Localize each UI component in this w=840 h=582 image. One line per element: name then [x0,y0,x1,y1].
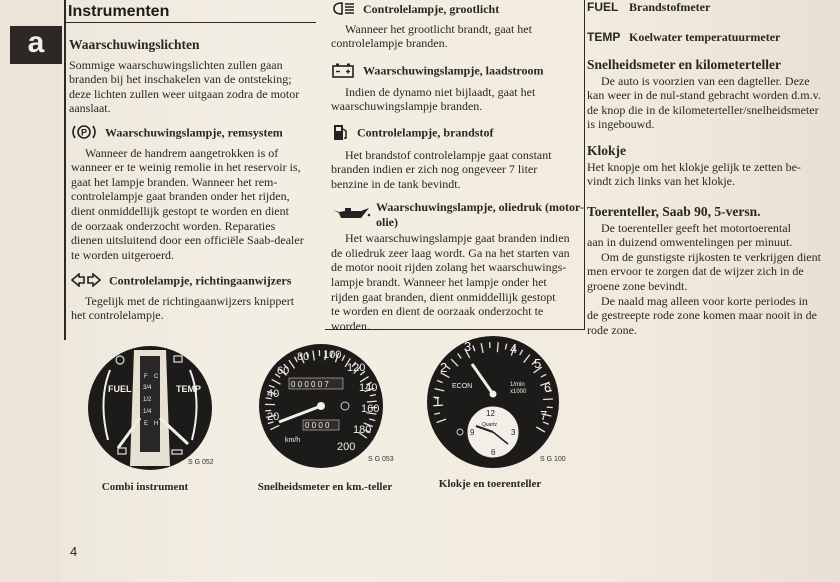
col2-section-charging [331,62,586,114]
fuel-tick-label: 3/4 [143,385,152,391]
legend-label: Brandstofmeter [629,0,711,14]
text-line: Het waarschuwingslampje gaat branden indien [345,231,570,246]
text-line: het controlelampje. [71,308,164,323]
legend-key: FUEL [587,0,619,14]
rpm-scale-label: 2 [440,360,448,375]
section-body [331,231,586,333]
text-line: de knop die in de kilometerteller/snelheidsmeter [587,102,819,117]
temp-tick-label: H [154,421,159,427]
section-body [587,160,837,189]
section-body [71,294,321,323]
text-line: lampje brandt. Wanneer het lampje onder het [331,274,547,289]
page-title: Instrumenten [68,3,170,20]
oil-can-icon [331,206,371,226]
section-heading: Controlelampje, richtingaanwijzers [109,273,292,288]
text-line: Wanneer het grootlicht brandt, gaat het [345,21,532,36]
figure-caption: Klokje en toerenteller [438,478,542,490]
speed-scale-label: 60 [277,365,290,377]
rpm-scale-label: 4 [510,341,518,356]
section-heading: Controlelampje, grootlicht [363,2,500,17]
legend-row [587,30,837,45]
tachometer-clock-figure [420,334,566,474]
section-heading: Waarschuwingslampje, laadstroom [363,63,544,78]
col1-section-warning-lights [69,38,319,116]
figure-caption: Snelheidsmeter en km.-teller [257,481,393,493]
text-line: waarschuwingslampje branden. [331,99,483,114]
speedometer-figure [253,340,393,470]
section-body [331,22,586,51]
needle-hub [490,391,497,398]
svg-text:P: P [80,127,88,138]
text-line: aanslaat. [69,101,111,116]
temp-gauge-label: TEMP [176,384,202,394]
fuel-tick-label: F [144,374,148,380]
section-heading: Klokje [587,143,626,158]
section-body [331,85,586,114]
gauge-tick [367,401,377,402]
speed-scale-label: 160 [361,403,380,415]
section-body [69,58,319,116]
legend-row [587,0,837,15]
speed-scale-label: 80 [297,351,310,363]
section-heading-row [331,200,586,229]
col2-section-fuel [331,122,586,191]
high-beam-icon [331,2,355,19]
section-heading-row [71,124,321,144]
text-line: vindt zich links van het klokje. [587,174,735,189]
text-line: wanneer er te weinig remolie in het reservoir is, [71,160,301,175]
combi-instrument-figure [80,340,220,476]
section-body [71,146,321,263]
rpm-scale-label: 5 [534,356,542,371]
fuel-gauge-label: FUEL [108,384,132,394]
section-heading: Waarschuwingslampje, oliedruk (motor- [376,200,584,214]
section-heading-row [331,2,586,19]
section-heading-row [331,62,586,82]
clock-numeral: 12 [486,409,495,418]
speed-scale-label: 140 [359,382,378,394]
col2-section-oil [331,200,586,333]
temp-tick-label: C [154,374,159,380]
rpm-scale-label: 7 [540,408,548,423]
page-number: 4 [70,544,78,559]
rpm-scale-label: 1 [434,394,442,409]
legend-key: TEMP [587,29,621,44]
section-heading: Waarschuwingslichten [69,37,200,52]
text-line: worden. [331,318,370,333]
text-line: De naald mag alleen voor korte periodes in [601,293,808,308]
section-tab: a [10,26,62,64]
text-line: Sommige waarschuwingslichten zullen gaan [69,57,283,72]
text-line: Het brandstof controlelampje gaat constant [345,147,552,162]
text-line: benzine in de tank bevindt. [331,176,461,191]
text-line: branden indien er zich nog ongeveer 7 liter [331,162,538,177]
text-line: controlelampje branden. [331,36,448,51]
gauge-tick [547,407,553,408]
title-rule [66,22,316,23]
section-heading-row [71,273,321,291]
section-body [587,74,837,132]
econ-zone-label: ECON [452,383,473,390]
text-line: de oorzaak onderzocht worden. Reparaties [71,218,276,233]
fuel-tick-label: E [144,421,149,427]
col3-section-speedometer [587,58,837,132]
speed-scale-label: 20 [267,411,280,423]
section-body [331,148,586,192]
speed-scale-label: 200 [337,441,356,453]
text-line: te worden uitgeroerd. [71,247,174,262]
section-heading: Waarschuwingslampje, remsystem [105,125,283,140]
text-line: controlelampje gaat branden onder het rijden, [71,189,290,204]
left-margin [0,0,60,582]
brake-warning-icon [71,124,97,144]
text-line: Indien de dynamo niet bijlaadt, gaat het [345,84,536,99]
text-line: Om de gunstigste rijkosten te verkrijgen dient [601,249,821,264]
section-heading: olie) [376,214,398,229]
section-rule [64,0,66,340]
col3-section-tachometer [587,205,837,337]
figure-caption: Combi instrument [101,481,189,493]
rpm-unit-label: 1/min [510,382,525,388]
text-line: is ingebouwd. [587,117,655,132]
text-line: deze lichten zullen weer uitgaan zodra de motor [69,86,300,101]
speed-unit-label: km/h [285,437,301,444]
fuel-tick-label: 1/4 [143,409,152,415]
col3-legend [587,0,837,44]
text-line: de gestreepte rode zone komen maar nooit in de [587,308,817,323]
rpm-multiplier-label: x1000 [510,389,527,395]
speed-scale-label: 120 [347,362,366,374]
needle-hub [317,402,325,410]
text-line: rijden gaat branden, dient onmiddellijk gestopt [331,289,556,304]
figure-code: S G 100 [540,456,566,463]
clock-numeral: 3 [511,428,516,437]
col3-section-clock [587,144,837,189]
figure-code: S G 053 [368,456,394,463]
section-heading-row [331,122,586,146]
section-heading: Toerenteller, Saab 90, 5-versn. [587,204,761,219]
text-line: dient onmiddellijk gestopt te worden en dient [71,203,289,218]
text-line: de oliedruk zeer laag wordt. Ga na het starten van [331,245,570,260]
col1-section-indicators [71,273,321,323]
section-body [587,221,837,338]
section-heading: Snelheidsmeter en kilometerteller [587,57,781,72]
text-line: groene zone bevindt. [587,278,688,293]
gauge-tick [497,342,498,352]
fuel-tick-label: 1/2 [143,397,152,403]
trip-counter-reading: 0 0 0 0 [305,421,330,430]
text-line: aan in duizend omwentelingen per minuut. [587,235,793,250]
section-heading: Controlelampje, brandstof [357,125,494,140]
clock-brand-label: Quartz [482,422,498,428]
speed-scale-label: 180 [353,424,372,436]
turn-signal-icon [71,273,101,291]
text-line: Wanneer de handrem aangetrokken is of [85,145,279,160]
odometer-reading: 0 0 0 0 0 7 [291,380,329,389]
speed-scale-label: 100 [323,349,342,361]
clock-numeral: 6 [491,448,496,457]
text-line: de motor nooit rijden zolang het waarschuwings- [331,260,567,275]
speed-scale-label: 40 [267,388,280,400]
text-line: De auto is voorzien van een dagteller. Deze [601,73,810,88]
text-line: rode zone. [587,322,637,337]
text-line: men ervoor te zorgen dat de wijzer zich in de [587,264,804,279]
legend-label: Koelwater temperatuurmeter [629,29,781,44]
rpm-scale-label: 3 [464,339,472,354]
figure-code: S G 052 [188,459,214,466]
text-line: te worden en dient de oorzaak onderzocht te [331,304,544,319]
rpm-scale-label: 6 [544,380,552,395]
clock-numeral: 9 [470,428,475,437]
battery-icon [331,62,355,82]
gauge-center-strip [140,356,160,452]
text-line: branden bij het inschakelen van de ontsteking; [69,72,292,87]
text-line: Tegelijk met de richtingaanwijzers knippert [85,293,295,308]
text-line: De toerenteller geeft het motortoerental [601,220,791,235]
col1-section-brake [71,124,321,262]
text-line: dienen uitsluitend door een officiële Saab-dealer [71,233,304,248]
text-line: gaat het lampje branden. Wanneer het rem- [71,174,278,189]
col2-section-high-beam [331,2,586,51]
fuel-pump-icon [331,122,349,146]
text-line: kan weer in de nul-stand gebracht worden d.m.v. [587,88,821,103]
text-line: Het knopje om het klokje gelijk te zetten be- [587,159,801,174]
